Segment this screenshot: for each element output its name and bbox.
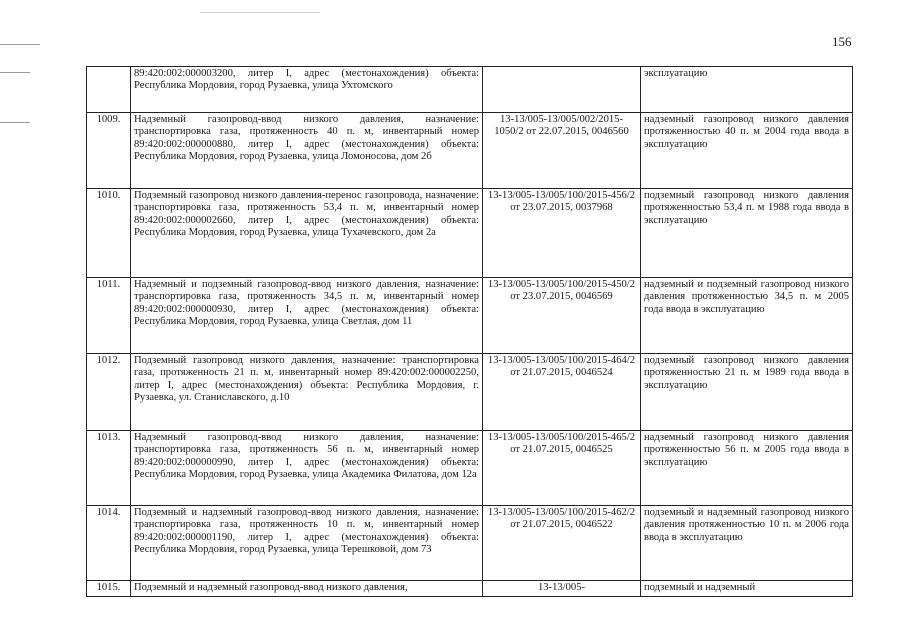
scan-artifact xyxy=(0,44,40,45)
object-description: Подземный газопровод низкого давления, назначение: транспортировка газа, протяженность 21 п. м, инвентарный номер 89:420:002:000002250, литер I, адрес (местонахождения) объекта: Республика Мордовия, г. Рузаевка, ул. Станиславского, д.10 xyxy=(131,354,483,431)
row-number: 1012. xyxy=(87,354,131,431)
object-description: Надземный и подземный газопровод-ввод низкого давления, назначение: транспортировка газа, протяженность 34,5 п. м, инвентарный номер 89:420:002:000000930, литер I, адрес (местонахождения) объекта: Республика Мордовия, город Рузаевка, улица Светлая, дом 11 xyxy=(131,278,483,354)
scan-artifact xyxy=(0,72,30,73)
row-number: 1009. xyxy=(87,113,131,189)
scan-artifact xyxy=(0,122,30,123)
object-description: Подземный и надземный газопровод-ввод низкого давления, назначение: транспортировка газа, протяженность 10 п. м, инвентарный номер 89:420:002:000001190, литер I, адрес (местонахождения) объекта: Республика Мордовия, город Рузаевка, улица Терешковой, дом 73 xyxy=(131,506,483,581)
row-number: 1010. xyxy=(87,189,131,278)
registration-record: 13-13/005-13/005/100/2015-465/2 от 21.07.2015, 0046525 xyxy=(483,431,641,506)
registration-record xyxy=(483,67,641,113)
page-number: 156 xyxy=(832,34,852,49)
table-row xyxy=(87,67,853,113)
row-number xyxy=(87,67,131,113)
table-row xyxy=(87,506,853,581)
object-note: надземный газопровод низкого давления протяженностью 40 п. м 2004 года ввода в эксплуатацию xyxy=(641,113,853,189)
table-row xyxy=(87,431,853,506)
object-description: Надземный газопровод-ввод низкого давления, назначение: транспортировка газа, протяженность 40 п. м, инвентарный номер 89:420:002:000000880, литер I, адрес (местонахождения) объекта: Республика Мордовия, город Рузаевка, улица Ломоносова, дом 2б xyxy=(131,113,483,189)
table-row xyxy=(87,113,853,189)
object-description: Подземный и надземный газопровод-ввод низкого давления, xyxy=(131,581,483,597)
object-description: 89:420:002:000003200, литер I, адрес (местонахождения) объекта: Республика Мордовия, город Рузаевка, улица Ухтомского xyxy=(131,67,483,113)
registry-table xyxy=(86,66,853,597)
table-row xyxy=(87,278,853,354)
object-note: надземный газопровод низкого давления протяженностью 56 п. м 2005 года ввода в эксплуатацию xyxy=(641,431,853,506)
registration-record: 13-13/005-13/005/100/2015-450/2 от 23.07.2015, 0046569 xyxy=(483,278,641,354)
registration-record: 13-13/005-13/005/002/2015-1050/2 от 22.07.2015, 0046560 xyxy=(483,113,641,189)
object-description: Подземный газопровод низкого давления-перенос газопровода, назначение: транспортировка газа, протяженность 53,4 п. м, инвентарный номер 89:420:002:000002660, литер I, адрес (местонахождения) объекта: Республика Мордовия, город Рузаевка, улица Тухачевского, дом 2а xyxy=(131,189,483,278)
object-note: надземный и подземный газопровод низкого давления протяженностью 34,5 п. м 2005 года ввода в эксплуатацию xyxy=(641,278,853,354)
object-description: Надземный газопровод-ввод низкого давления, назначение: транспортировка газа, протяженность 56 п. м, инвентарный номер 89:420:002:000000990, литер I, адрес (местонахождения) объекта: Республика Мордовия, город Рузаевка, улица Академика Филатова, дом 12а xyxy=(131,431,483,506)
table-row xyxy=(87,354,853,431)
scan-artifact xyxy=(200,12,320,13)
registration-record: 13-13/005- xyxy=(483,581,641,597)
registration-record: 13-13/005-13/005/100/2015-456/2 от 23.07.2015, 0037968 xyxy=(483,189,641,278)
object-note: подземный газопровод низкого давления протяженностью 21 п. м 1989 года ввода в эксплуатацию xyxy=(641,354,853,431)
object-note: подземный и надземный газопровод низкого давления протяженностью 10 п. м 2006 года ввода в эксплуатацию xyxy=(641,506,853,581)
object-note: подземный газопровод низкого давления протяженностью 53,4 п. м 1988 года ввода в эксплуатацию xyxy=(641,189,853,278)
row-number: 1014. xyxy=(87,506,131,581)
table-row xyxy=(87,189,853,278)
registration-record: 13-13/005-13/005/100/2015-464/2 от 21.07.2015, 0046524 xyxy=(483,354,641,431)
row-number: 1015. xyxy=(87,581,131,597)
row-number: 1011. xyxy=(87,278,131,354)
row-number: 1013. xyxy=(87,431,131,506)
object-note: эксплуатацию xyxy=(641,67,853,113)
table-row xyxy=(87,581,853,597)
object-note: подземный и надземный xyxy=(641,581,853,597)
registration-record: 13-13/005-13/005/100/2015-462/2 от 21.07.2015, 0046522 xyxy=(483,506,641,581)
